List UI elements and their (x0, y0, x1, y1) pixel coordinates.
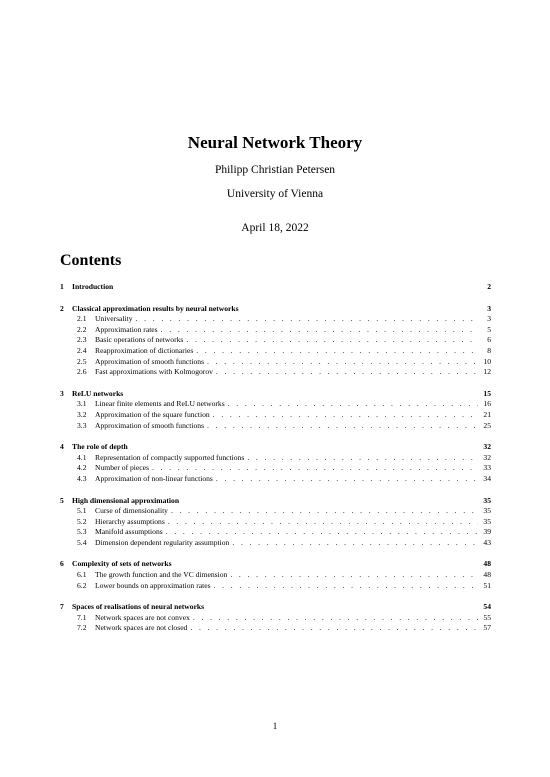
toc-subsection-title: Hierarchy assumptions (95, 516, 165, 526)
toc-subsection-page: 3 (487, 314, 491, 324)
toc-dot-leader (247, 453, 478, 464)
toc-subsection-title: Network spaces are not convex (95, 612, 190, 622)
toc-subsection-page: 16 (483, 399, 491, 409)
title-block (0, 133, 550, 235)
table-of-contents (60, 282, 491, 634)
toc-subsection-number: 7.2 (77, 623, 87, 633)
toc-section-page: 15 (483, 388, 491, 398)
toc-subsection-page: 34 (483, 473, 491, 483)
document-date: April 18, 2022 (241, 222, 309, 234)
toc-dot-leader (216, 474, 478, 485)
toc-dot-leader (228, 399, 478, 410)
toc-subsection-page: 5 (487, 324, 491, 334)
toc-subsection-row[interactable] (60, 506, 491, 517)
toc-subsection-page: 55 (483, 612, 491, 622)
toc-dot-leader (136, 314, 478, 325)
toc-section-title: Spaces of realisations of neural networks (72, 602, 205, 612)
toc-subsection-title: Approximation of the square function (95, 409, 210, 419)
toc-subsection-number: 2.6 (77, 367, 87, 377)
toc-subsection-title: Reapproximation of dictionaries (95, 345, 194, 355)
toc-subsection-title: Network spaces are not closed (95, 623, 188, 633)
toc-subsection-number: 2.2 (77, 324, 87, 334)
toc-subsection-title: Approximation of non-linear functions (95, 473, 213, 483)
author-name: Philipp Christian Petersen (214, 164, 336, 176)
toc-dot-leader (190, 623, 478, 634)
toc-subsection-row[interactable] (60, 399, 491, 410)
toc-subsection-page: 48 (483, 570, 491, 580)
toc-section-number: 2 (60, 303, 64, 313)
toc-dot-leader (232, 538, 478, 549)
toc-subsection-page: 57 (483, 623, 491, 633)
toc-section-row[interactable] (60, 496, 491, 507)
toc-subsection-number: 4.1 (77, 452, 87, 462)
toc-subsection-title: Linear finite elements and ReLU networks (95, 399, 225, 409)
toc-subsection-title: The growth function and the VC dimension (95, 570, 228, 580)
toc-section-title: Complexity of sets of networks (72, 559, 172, 569)
toc-subsection-row[interactable] (60, 410, 491, 421)
toc-subsection-page: 21 (483, 409, 491, 419)
toc-subsection-title: Lower bounds on approximation rates (95, 580, 211, 590)
toc-subsection-page: 6 (487, 335, 491, 345)
toc-subsection-row[interactable] (60, 453, 491, 464)
toc-subsection-page: 10 (483, 356, 491, 366)
toc-subsection-row[interactable] (60, 325, 491, 336)
toc-subsection-number: 3.1 (77, 399, 87, 409)
toc-subsection-row[interactable] (60, 613, 491, 624)
toc-subsection-page: 33 (483, 463, 491, 473)
toc-section-row[interactable] (60, 282, 491, 293)
toc-section-row[interactable] (60, 389, 491, 400)
toc-section-row[interactable] (60, 304, 491, 315)
toc-subsection-page: 25 (483, 420, 491, 430)
toc-subsection-number: 5.3 (77, 527, 87, 537)
toc-subsection-number: 5.4 (77, 537, 87, 547)
toc-subsection-number: 3.3 (77, 420, 87, 430)
toc-dot-leader (214, 581, 478, 592)
toc-subsection-title: Fast approximations with Kolmogorov (95, 367, 213, 377)
toc-section-title: Classical approximation results by neural networks (72, 303, 239, 313)
toc-dot-leader (166, 527, 478, 538)
toc-dot-leader (207, 357, 478, 368)
toc-dot-leader (161, 325, 478, 336)
toc-section-title: ReLU networks (72, 388, 124, 398)
toc-subsection-title: Representation of compactly supported functions (95, 452, 245, 462)
toc-section-title: The role of depth (72, 442, 128, 452)
toc-subsection-number: 6.1 (77, 570, 87, 580)
contents-heading: Contents (60, 252, 122, 269)
toc-subsection-row[interactable] (60, 314, 491, 325)
toc-section-page: 2 (487, 282, 491, 291)
toc-subsection-page: 51 (483, 580, 491, 590)
toc-dot-leader (207, 421, 478, 432)
toc-subsection-number: 3.2 (77, 409, 87, 419)
toc-section-title: Introduction (72, 282, 114, 291)
toc-subsection-title: Manifold assumptions (95, 527, 163, 537)
toc-subsection-row[interactable] (60, 538, 491, 549)
toc-section-page: 35 (483, 495, 491, 505)
toc-section-row[interactable] (60, 442, 491, 453)
toc-subsection-number: 6.2 (77, 580, 87, 590)
toc-subsection-title: Number of pieces (95, 463, 149, 473)
toc-subsection-number: 2.1 (77, 314, 87, 324)
toc-subsection-row[interactable] (60, 335, 491, 346)
toc-subsection-title: Universality (95, 314, 133, 324)
toc-subsection-page: 12 (483, 367, 491, 377)
toc-section-page: 3 (487, 303, 491, 313)
toc-dot-leader (216, 367, 478, 378)
document-title: Neural Network Theory (187, 133, 363, 152)
toc-section-number: 1 (60, 282, 64, 291)
toc-dot-leader (196, 346, 478, 357)
toc-subsection-number: 5.1 (77, 506, 87, 516)
toc-subsection-row[interactable] (60, 367, 491, 378)
toc-subsection-number: 2.4 (77, 345, 87, 355)
toc-subsection-title: Curse of dimensionality (95, 506, 168, 516)
toc-dot-leader (171, 506, 478, 517)
toc-subsection-number: 5.2 (77, 516, 87, 526)
toc-subsection-row[interactable] (60, 346, 491, 357)
toc-section-number: 4 (60, 442, 64, 452)
toc-section-number: 3 (60, 388, 64, 398)
toc-dot-leader (193, 613, 478, 624)
toc-section-number: 6 (60, 559, 64, 569)
toc-subsection-page: 39 (483, 527, 491, 537)
toc-section-page: 32 (483, 442, 491, 452)
toc-subsection-title: Dimension dependent regularity assumption (95, 537, 230, 547)
toc-subsection-title: Approximation of smooth functions (95, 420, 205, 430)
toc-subsection-page: 43 (483, 537, 491, 547)
toc-section-row[interactable] (60, 559, 491, 570)
toc-section-number: 7 (60, 602, 64, 612)
toc-subsection-title: Approximation of smooth functions (95, 356, 205, 366)
toc-subsection-title: Approximation rates (95, 324, 158, 334)
toc-subsection-page: 8 (487, 345, 491, 355)
toc-subsection-number: 4.3 (77, 473, 87, 483)
toc-dot-leader (168, 517, 478, 528)
toc-subsection-row[interactable] (60, 623, 491, 634)
toc-section-row[interactable] (60, 602, 491, 613)
toc-subsection-row[interactable] (60, 357, 491, 368)
author-affiliation: University of Vienna (226, 188, 324, 200)
toc-subsection-row[interactable] (60, 463, 491, 474)
toc-section-page: 54 (483, 602, 491, 612)
toc-dot-leader (213, 410, 478, 421)
toc-subsection-page: 32 (483, 452, 491, 462)
toc-dot-leader (186, 335, 478, 346)
toc-subsection-number: 4.2 (77, 463, 87, 473)
toc-dot-leader (230, 570, 478, 581)
toc-subsection-row[interactable] (60, 421, 491, 432)
toc-subsection-row[interactable] (60, 517, 491, 528)
toc-dot-leader (152, 463, 478, 474)
toc-subsection-number: 2.5 (77, 356, 87, 366)
toc-section-page: 48 (483, 559, 491, 569)
toc-section-number: 5 (60, 495, 64, 505)
toc-subsection-number: 7.1 (77, 612, 87, 622)
toc-subsection-row[interactable] (60, 474, 491, 485)
toc-section-title: High dimensional approximation (72, 495, 180, 505)
toc-subsection-number: 2.3 (77, 335, 87, 345)
toc-subsection-title: Basic operations of networks (95, 335, 184, 345)
toc-subsection-row[interactable] (60, 527, 491, 538)
page-number: 1 (272, 721, 278, 731)
toc-subsection-page: 35 (483, 516, 491, 526)
toc-subsection-page: 35 (483, 506, 491, 516)
toc-subsection-row[interactable] (60, 570, 491, 581)
toc-subsection-row[interactable] (60, 581, 491, 592)
